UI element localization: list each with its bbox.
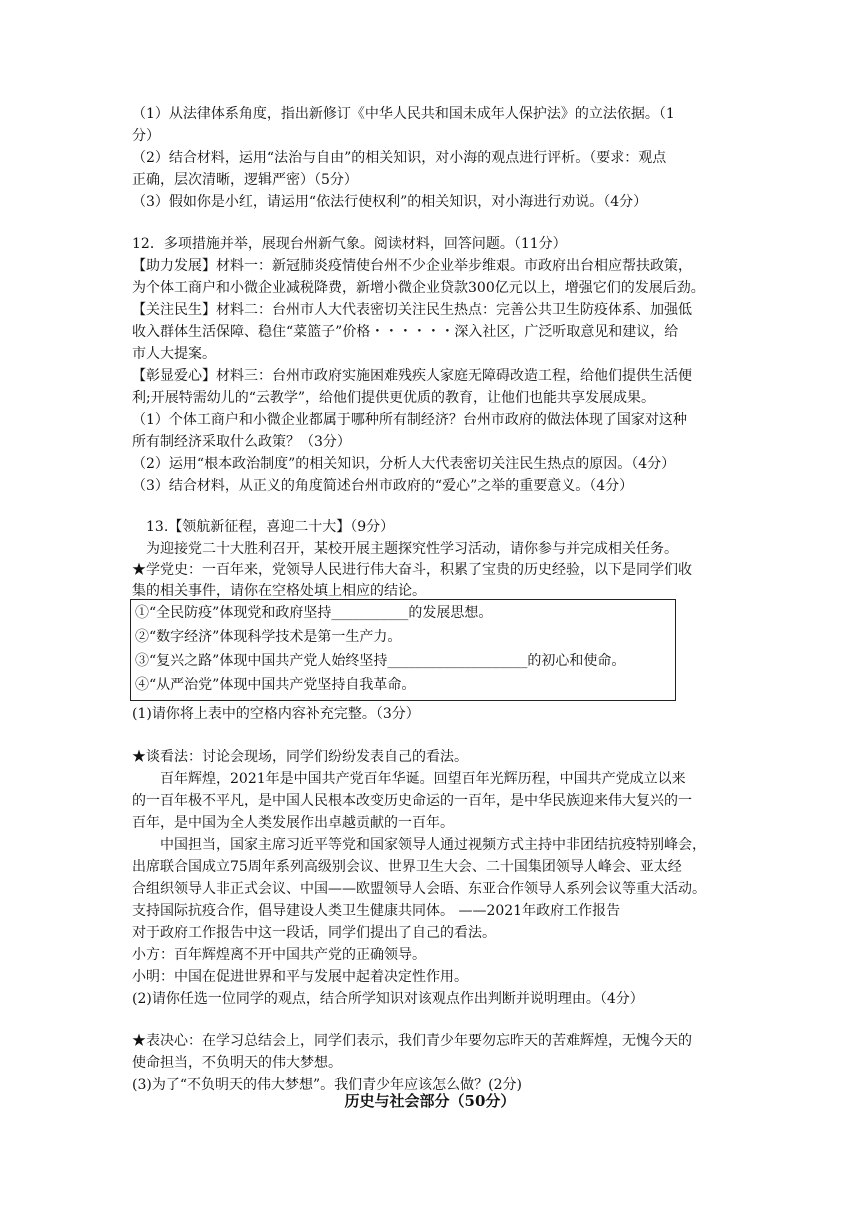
text-line: 【助力发展】材料一：新冠肺炎疫情使台州不少企业举步维艰。市政府出台相应帮扶政策，	[132, 258, 692, 274]
text-line: (3)为了“不负明天的伟大梦想”。我们青少年应该怎么做？(2分)	[132, 1077, 522, 1093]
text-line: 收入群体生活保障、稳住“菜篮子”价格・・・・・・深入社区，广泛听取意见和建议，给	[132, 324, 679, 340]
text-line: 出席联合国成立75周年系列高级别会议、世界卫生大会、二十国集团领导人峰会、亚太经	[132, 859, 682, 875]
text-line: 对于政府工作报告中这一段话，同学们提出了自己的看法。	[132, 925, 496, 941]
text-line: 支持国际抗疫合作，倡导建设人类卫生健康共同体。 ——2021年政府工作报告	[132, 903, 621, 919]
fill-in-table	[130, 599, 676, 701]
text-line: 合组织领导人非正式会议、中国——欧盟领导人会晤、东亚合作领导人系列会议等重大活动。	[132, 881, 706, 897]
question-title: 12．多项措施并举，展现台州新气象。阅读材料，回答问题。（11分）	[132, 236, 567, 252]
text-line: （3）假如你是小红，请运用“依法行使权利”的相关知识，对小海进行劝说。（4分）	[132, 194, 648, 210]
text-line: 为个体工商户和小微企业减税降费，新增小微企业贷款300亿元以上，增强它们的发展后劲。	[132, 280, 705, 296]
text-line: （1）从法律体系角度，指出新修订《中华人民共和国未成年人保护法》的立法依据。（1	[132, 106, 675, 122]
section-title: 历史与社会部分（50分）	[344, 1092, 516, 1110]
table-row: ④“从严治党”体现中国共产党坚持自我革命。	[135, 677, 416, 693]
question-title: 13.【领航新征程，喜迎二十大】（9分）	[146, 519, 395, 535]
text-line: 【彰显爱心】材料三：台州市政府实施困难残疾人家庭无障碍改造工程，给他们提供生活便	[132, 368, 692, 384]
text-line: （2）运用“根本政治制度”的相关知识，分析人大代表密切关注民生热点的原因。（4分）	[132, 456, 676, 472]
table-row: ①“全民防疫”体现党和政府坚持___________的发展思想。	[135, 605, 493, 621]
text-line: 利;开展特需幼儿的“云教学”，给他们提供更优质的教育，让他们也能共享发展成果。	[132, 390, 656, 406]
text-line: （3）结合材料，从正义的角度简述台州市政府的“爱心”之举的重要意义。（4分）	[132, 478, 634, 494]
text-line: （1）个体工商户和小微企业都属于哪种所有制经济？台州市政府的做法体现了国家对这种	[132, 412, 687, 428]
text-line: 集的相关事件，请你在空格处填上相应的结论。	[132, 583, 426, 599]
text-line: 所有制经济采取什么政策？（3分）	[132, 434, 351, 450]
text-line: 小方：百年辉煌离不开中国共产党的正确领导。	[132, 947, 426, 963]
text-line: ★学党史：一百年来，党领导人民进行伟大奋斗，积累了宝贵的历史经验，以下是同学们收	[132, 562, 692, 578]
text-line: ★表决心：在学习总结会上，同学们表示，我们青少年要勿忘昨天的苦难辉煌，无愧今天的	[132, 1033, 692, 1049]
text-line: 小明：中国在促进世界和平与发展中起着决定性作用。	[132, 969, 468, 985]
text-line: 分）	[132, 128, 160, 144]
text-line: 市人大提案。	[132, 346, 216, 362]
text-line: 使命担当，不负明天的伟大梦想。	[132, 1055, 342, 1071]
text-line: (2)请你任选一位同学的观点，结合所学知识对该观点作出判断并说明理由。（4分）	[132, 991, 644, 1007]
table-row: ②“数字经济”体现科学技术是第一生产力。	[135, 629, 402, 645]
text-line: 百年，是中国为全人类发展作出卓越贡献的一百年。	[132, 815, 454, 831]
table-row: ③“复兴之路”体现中国共产党人始终坚持____________________的初心和使命。	[135, 653, 626, 669]
text-line: （2）结合材料，运用“法治与自由”的相关知识，对小海的观点进行评析。（要求：观点	[132, 150, 667, 166]
text-line: (1)请你将上表中的空格内容补充完整。（3分）	[132, 706, 420, 722]
text-line: ★谈看法：讨论会现场，同学们纷纷发表自己的看法。	[132, 749, 468, 765]
text-line: 为迎接党二十大胜利召开，某校开展主题探究性学习活动，请你参与并完成相关任务。	[146, 541, 678, 557]
text-line: 【关注民生】材料二：台州市人大代表密切关注民生热点：完善公共卫生防疫体系、加强低	[132, 302, 692, 318]
text-line: 百年辉煌，2021年是中国共产党百年华诞。回望百年光辉历程，中国共产党成立以来	[160, 771, 686, 787]
text-line: 中国担当，国家主席习近平等党和国家领导人通过视频方式主持中非团结抗疫特别峰会，	[160, 837, 706, 853]
text-line: 正确，层次清晰，逻辑严密）（5分）	[132, 172, 358, 188]
text-line: 的一百年极不平凡，是中国人民根本改变历史命运的一百年，是中华民族迎来伟大复兴的一	[132, 793, 692, 809]
